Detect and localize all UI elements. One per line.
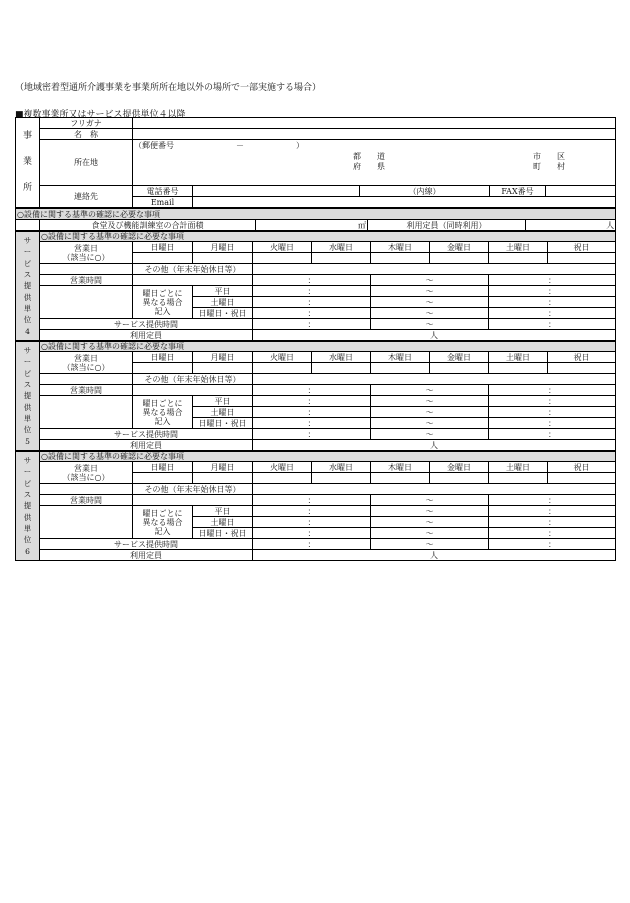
service-end-input[interactable]: ： — [489, 319, 616, 330]
hours-tilde: ～ — [371, 286, 489, 297]
saturday-label: 土曜日 — [193, 517, 253, 528]
hours-start-input[interactable]: ： — [253, 308, 371, 319]
hours-start-input[interactable]: ： — [253, 506, 371, 517]
area-label: 食堂及び機能訓練室の合計面積 — [40, 220, 256, 231]
day-mark-input[interactable] — [133, 253, 193, 264]
hours-tilde: ～ — [371, 297, 489, 308]
day-header: 土曜日 — [489, 462, 548, 473]
city-label-top: 市 区 — [533, 152, 565, 161]
form-table-container — [15, 117, 615, 561]
business-hours-label: 営業時間 — [40, 385, 133, 396]
hours-start-input[interactable]: ： — [253, 385, 371, 396]
form-note: （地域密着型通所介護事業を事業所所在地以外の場所で一部実施する場合） — [15, 83, 322, 93]
hours-start-input[interactable]: ： — [253, 407, 371, 418]
unit-capacity-label: 利用定員 — [40, 330, 253, 341]
day-mark-input[interactable] — [253, 473, 312, 484]
service-unit-side-label: サ ー ビ ス 提 供 単 位 6 — [16, 452, 40, 561]
day-mark-input[interactable] — [312, 363, 371, 374]
hours-end-input[interactable]: ： — [489, 528, 616, 539]
unit-header: ○設備に関する基準の確認に必要な事項 — [40, 342, 616, 352]
day-mark-input[interactable] — [312, 473, 371, 484]
facility-table — [15, 208, 616, 231]
day-mark-input[interactable] — [489, 473, 548, 484]
unit-capacity-label: 利用定員 — [40, 550, 253, 561]
unit-capacity-unit: 人 — [430, 330, 438, 340]
day-mark-input[interactable] — [193, 363, 253, 374]
day-mark-input[interactable] — [371, 363, 430, 374]
service-unit-table — [15, 451, 616, 561]
saturday-label: 土曜日 — [193, 297, 253, 308]
hours-end-input[interactable]: ： — [489, 418, 616, 429]
weekday-label: 平日 — [193, 286, 253, 297]
saturday-label: 土曜日 — [193, 407, 253, 418]
day-header: 木曜日 — [371, 462, 430, 473]
service-tilde: ～ — [371, 429, 489, 440]
prefecture-label-top: 都 道 — [353, 152, 385, 161]
day-mark-input[interactable] — [133, 473, 193, 484]
day-header: 水曜日 — [312, 462, 371, 473]
day-header: 火曜日 — [253, 352, 312, 363]
extension-label: （内線） — [360, 186, 490, 197]
hours-tilde: ～ — [371, 275, 489, 286]
unit-capacity-input[interactable] — [253, 330, 616, 341]
service-time-label: サービス提供時間 — [40, 429, 253, 440]
furigana-label: フリガナ — [40, 118, 133, 129]
office-name-input[interactable] — [133, 129, 616, 140]
hours-tilde: ～ — [371, 418, 489, 429]
day-header: 日曜日 — [133, 352, 193, 363]
day-mark-input[interactable] — [253, 363, 312, 374]
hours-end-input[interactable]: ： — [489, 275, 616, 286]
day-header: 土曜日 — [489, 352, 548, 363]
other-days-label: その他（年末年始休日等） — [133, 484, 253, 495]
contact-label: 連絡先 — [40, 186, 133, 208]
day-mark-input[interactable] — [548, 363, 616, 374]
hours-end-input[interactable]: ： — [489, 385, 616, 396]
day-header: 金曜日 — [430, 242, 489, 253]
hours-start-input[interactable]: ： — [253, 396, 371, 407]
hours-tilde: ～ — [371, 407, 489, 418]
hours-tilde: ～ — [371, 308, 489, 319]
hours-end-input[interactable]: ： — [489, 308, 616, 319]
hours-end-input[interactable]: ： — [489, 286, 616, 297]
service-time-label: サービス提供時間 — [40, 539, 253, 550]
area-unit: ㎡ — [358, 220, 366, 230]
sunday-holiday-label: 日曜日・祝日 — [193, 418, 253, 429]
hours-tilde: ～ — [371, 396, 489, 407]
business-hours-label: 営業時間 — [40, 495, 133, 506]
phone-label: 電話番号 — [133, 186, 193, 197]
service-tilde: ～ — [371, 319, 489, 330]
hours-tilde: ～ — [371, 528, 489, 539]
day-header: 月曜日 — [193, 242, 253, 253]
hours-start-input[interactable]: ： — [253, 528, 371, 539]
service-start-input[interactable]: ： — [253, 539, 371, 550]
weekday-label: 平日 — [193, 506, 253, 517]
area-input[interactable] — [256, 220, 368, 231]
unit-header: ○設備に関する基準の確認に必要な事項 — [40, 232, 616, 242]
day-mark-input[interactable] — [371, 253, 430, 264]
furigana-input[interactable] — [133, 118, 616, 129]
section-title: ■複数事業所又はサービス提供単位４以降 — [15, 110, 186, 120]
office-table — [15, 117, 616, 208]
address-input[interactable] — [133, 140, 616, 186]
fax-input[interactable] — [546, 186, 616, 197]
hours-tilde: ～ — [371, 506, 489, 517]
day-mark-input[interactable] — [430, 253, 489, 264]
business-hours-label: 営業時間 — [40, 275, 133, 286]
service-time-label: サービス提供時間 — [40, 319, 253, 330]
unit-capacity-unit: 人 — [430, 440, 438, 450]
email-label: Email — [133, 197, 193, 208]
per-day-note: 曜日ごとに 異なる場合 記入 — [133, 286, 193, 319]
per-day-note: 曜日ごとに 異なる場合 記入 — [133, 396, 193, 429]
service-units — [15, 231, 615, 561]
day-header: 日曜日 — [133, 242, 193, 253]
service-tilde: ～ — [371, 539, 489, 550]
hours-tilde: ～ — [371, 495, 489, 506]
hours-start-input[interactable]: ： — [253, 275, 371, 286]
postal-code-label: （郵便番号 － ） — [134, 141, 304, 150]
hours-end-input[interactable]: ： — [489, 396, 616, 407]
day-header: 祝日 — [548, 352, 616, 363]
day-mark-input[interactable] — [133, 363, 193, 374]
hours-start-input[interactable]: ： — [253, 286, 371, 297]
hours-end-input[interactable]: ： — [489, 495, 616, 506]
business-days-label: 営業日 （該当に○） — [40, 352, 133, 374]
day-mark-input[interactable] — [193, 473, 253, 484]
email-input[interactable] — [193, 197, 616, 208]
day-header: 木曜日 — [371, 352, 430, 363]
capacity-label: 利用定員（同時利用） — [368, 220, 526, 231]
sunday-holiday-label: 日曜日・祝日 — [193, 528, 253, 539]
day-header: 水曜日 — [312, 352, 371, 363]
day-header: 金曜日 — [430, 462, 489, 473]
day-mark-input[interactable] — [312, 253, 371, 264]
other-days-input[interactable] — [253, 374, 616, 385]
day-header: 木曜日 — [371, 242, 430, 253]
day-mark-input[interactable] — [193, 253, 253, 264]
other-days-label: その他（年末年始休日等） — [133, 374, 253, 385]
day-header: 水曜日 — [312, 242, 371, 253]
other-days-input[interactable] — [253, 484, 616, 495]
hours-start-input[interactable]: ： — [253, 418, 371, 429]
business-days-label: 営業日 （該当に○） — [40, 462, 133, 484]
day-header: 火曜日 — [253, 462, 312, 473]
hours-end-input[interactable]: ： — [489, 407, 616, 418]
unit-capacity-unit: 人 — [430, 550, 438, 560]
unit-capacity-label: 利用定員 — [40, 440, 253, 451]
service-end-input[interactable]: ： — [489, 429, 616, 440]
day-mark-input[interactable] — [430, 473, 489, 484]
service-unit-side-label: サ ー ビ ス 提 供 単 位 4 — [16, 232, 40, 341]
sunday-holiday-label: 日曜日・祝日 — [193, 308, 253, 319]
day-mark-input[interactable] — [548, 253, 616, 264]
unit-capacity-input[interactable] — [253, 550, 616, 561]
hours-start-input[interactable]: ： — [253, 495, 371, 506]
day-header: 火曜日 — [253, 242, 312, 253]
hours-tilde: ～ — [371, 385, 489, 396]
day-mark-input[interactable] — [548, 473, 616, 484]
day-mark-input[interactable] — [430, 363, 489, 374]
per-day-note: 曜日ごとに 異なる場合 記入 — [133, 506, 193, 539]
facility-header: ○設備に関する基準の確認に必要な事項 — [16, 209, 616, 220]
service-unit-table — [15, 341, 616, 451]
hours-end-input[interactable]: ： — [489, 297, 616, 308]
service-unit-side-label: サ ー ビ ス 提 供 単 位 5 — [16, 342, 40, 451]
day-header: 日曜日 — [133, 462, 193, 473]
service-start-input[interactable]: ： — [253, 319, 371, 330]
day-header: 月曜日 — [193, 352, 253, 363]
day-mark-input[interactable] — [489, 253, 548, 264]
hours-tilde: ～ — [371, 517, 489, 528]
hours-start-input[interactable]: ： — [253, 517, 371, 528]
capacity-input[interactable] — [526, 220, 616, 231]
day-mark-input[interactable] — [489, 363, 548, 374]
unit-header: ○設備に関する基準の確認に必要な事項 — [40, 452, 616, 462]
other-days-input[interactable] — [253, 264, 616, 275]
hours-end-input[interactable]: ： — [489, 506, 616, 517]
weekday-label: 平日 — [193, 396, 253, 407]
day-header: 祝日 — [548, 462, 616, 473]
city-label-bottom: 町 村 — [533, 162, 565, 171]
office-name-label: 名 称 — [40, 129, 133, 140]
hours-start-input[interactable]: ： — [253, 297, 371, 308]
day-header: 土曜日 — [489, 242, 548, 253]
phone-input[interactable] — [193, 186, 360, 197]
service-unit-table — [15, 231, 616, 341]
service-start-input[interactable]: ： — [253, 429, 371, 440]
day-header: 祝日 — [548, 242, 616, 253]
hours-end-input[interactable]: ： — [489, 517, 616, 528]
day-header: 月曜日 — [193, 462, 253, 473]
day-mark-input[interactable] — [253, 253, 312, 264]
business-days-label: 営業日 （該当に○） — [40, 242, 133, 264]
office-side-label: 事 業 所 — [16, 118, 40, 208]
service-end-input[interactable]: ： — [489, 539, 616, 550]
day-mark-input[interactable] — [371, 473, 430, 484]
fax-label: FAX番号 — [490, 186, 546, 197]
day-header: 金曜日 — [430, 352, 489, 363]
unit-capacity-input[interactable] — [253, 440, 616, 451]
prefecture-label-bottom: 府 県 — [353, 162, 385, 171]
capacity-unit: 人 — [606, 220, 615, 230]
address-label: 所在地 — [40, 140, 133, 186]
other-days-label: その他（年末年始休日等） — [133, 264, 253, 275]
